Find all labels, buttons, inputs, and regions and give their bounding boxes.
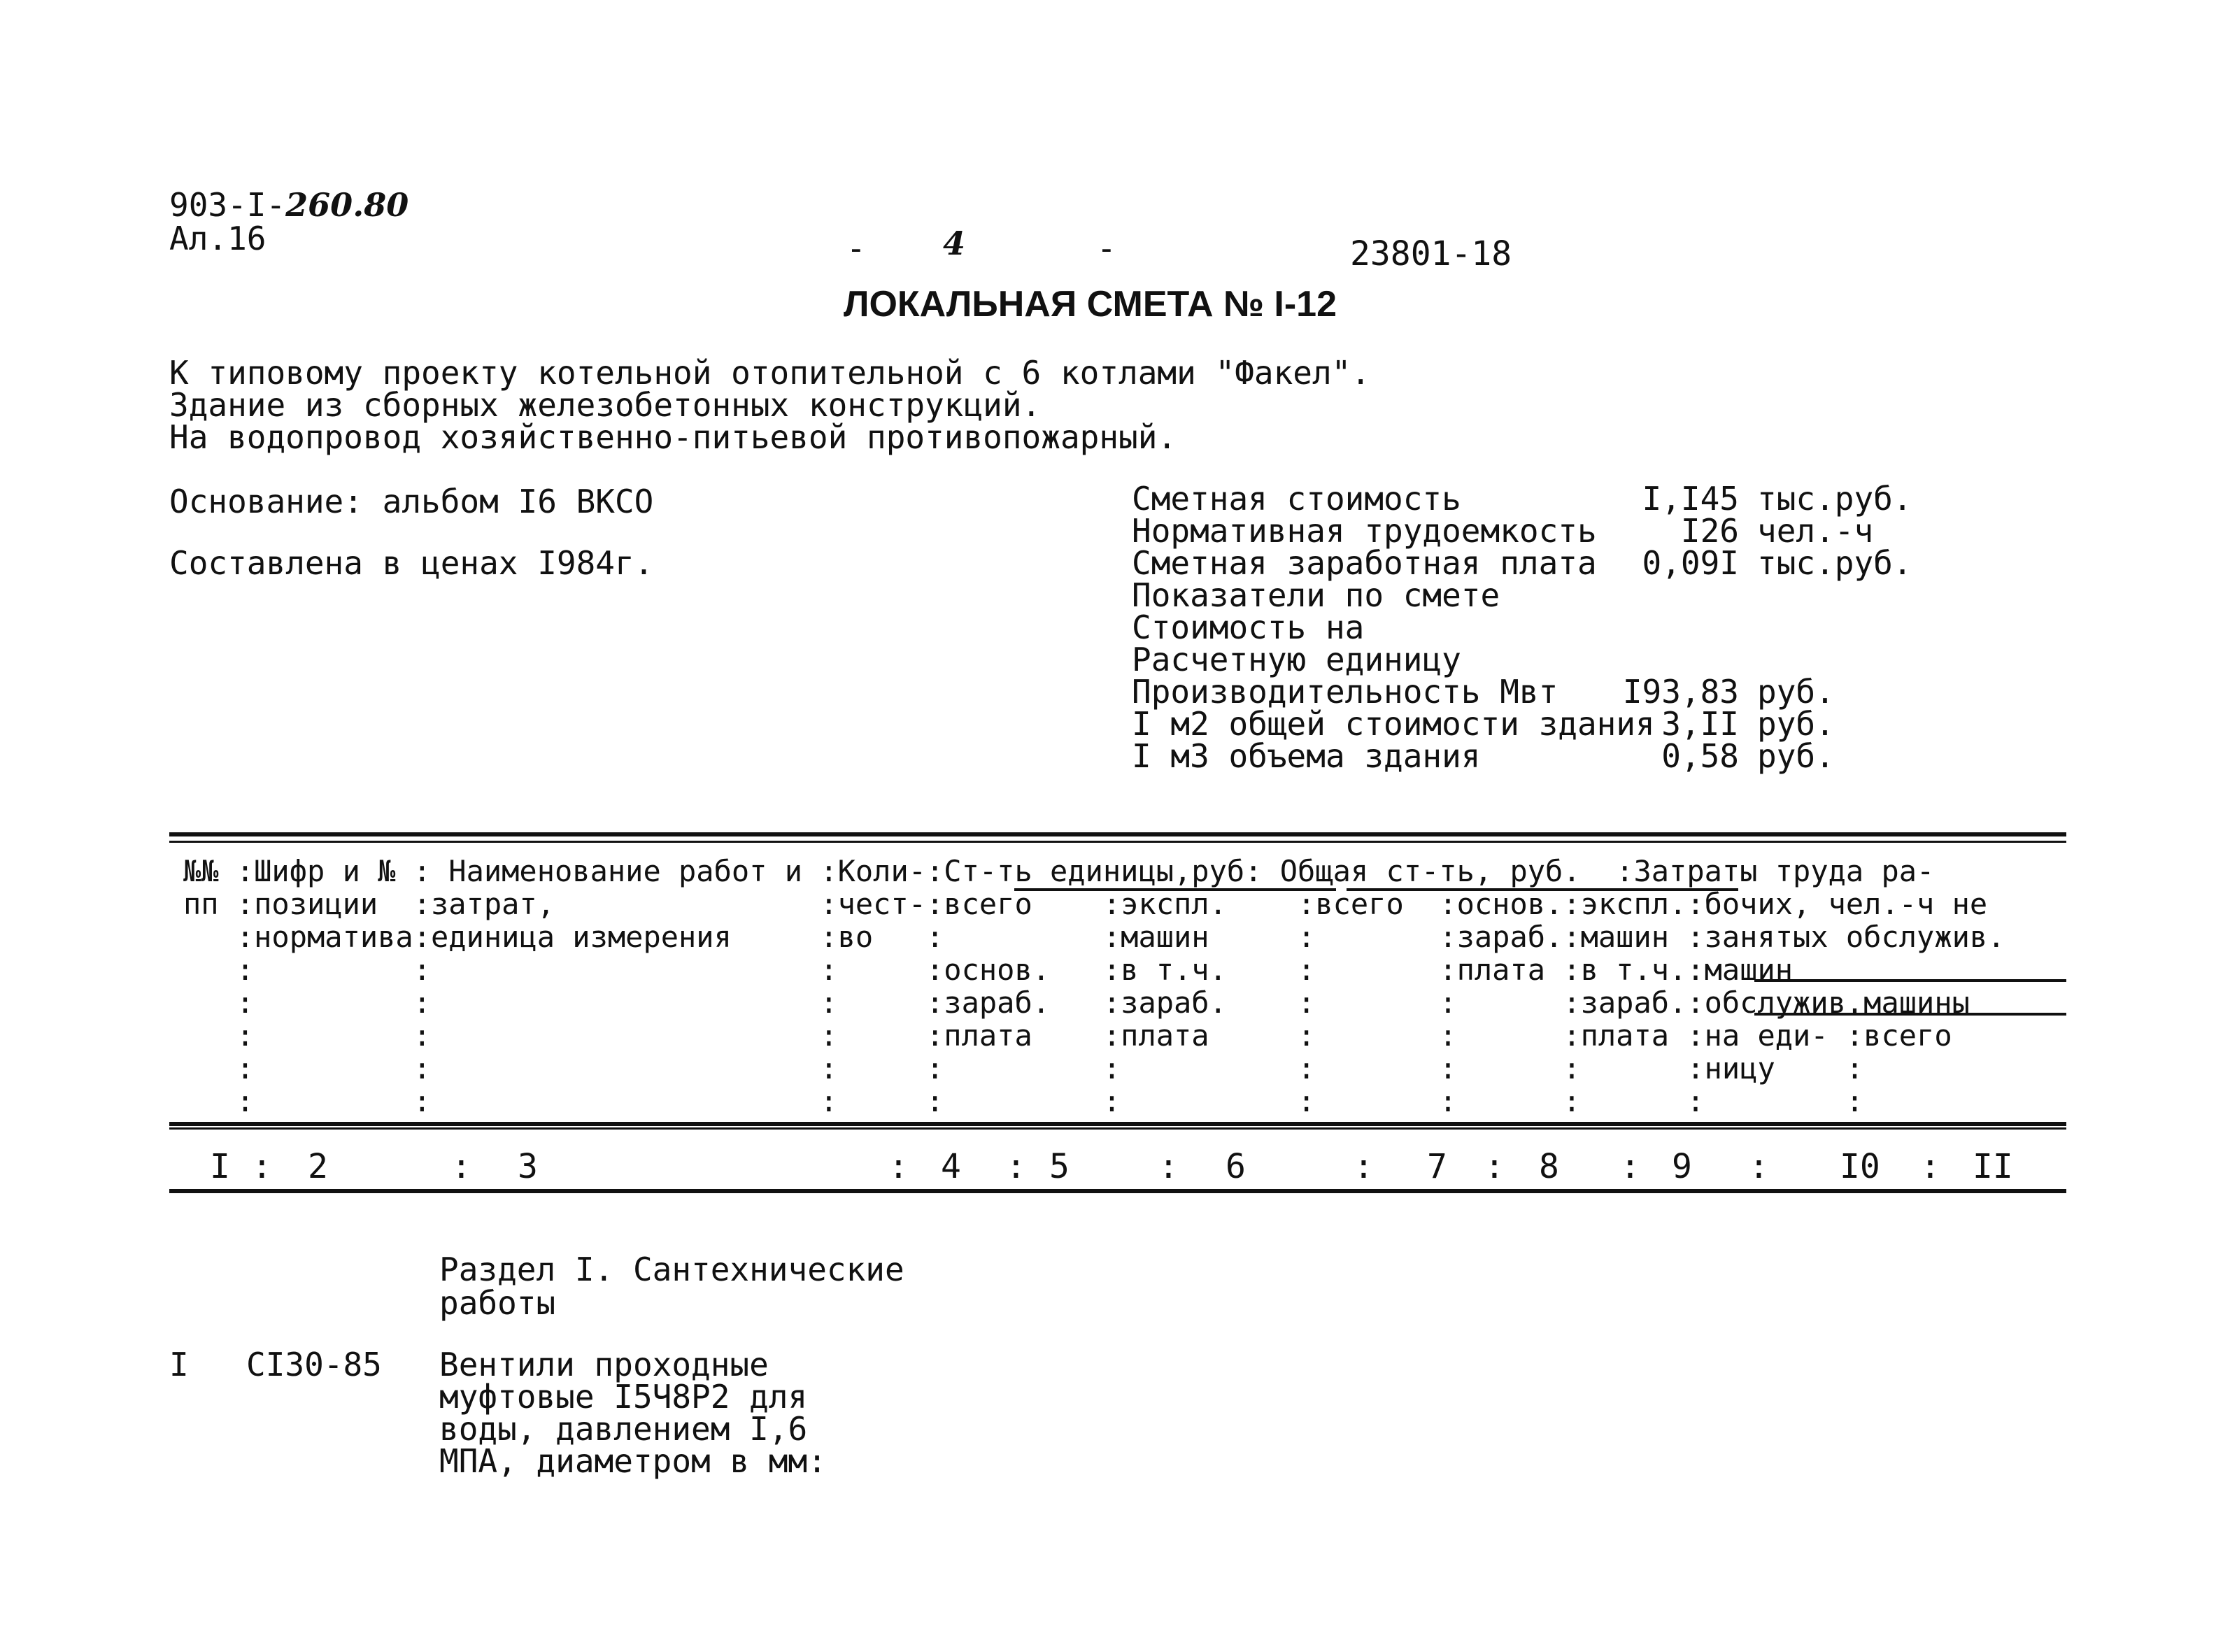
summary-value: I,I45 <box>1642 480 1739 518</box>
table-header-line: : : : :зараб. :зараб. : : :зараб.:обслужив.машины <box>183 985 1970 1020</box>
document-code-handwritten: 260.80 <box>285 186 409 224</box>
basis-prices: Составлена в ценах I984г. <box>169 544 654 582</box>
table-header-line: :норматива:единица измерения :во : :машин : :зараб.:машин :занятых обслужив. <box>183 920 2005 954</box>
summary-label: I м2 общей стоимости здания <box>1132 705 1655 743</box>
column-number: 6 <box>1226 1147 1246 1186</box>
summary-label: Стоимость на <box>1132 608 1365 646</box>
summary-unit: тыс.руб. <box>1757 544 1912 582</box>
summary-label: Сметная заработная плата <box>1132 544 1597 582</box>
column-numbers-bottom-rule <box>169 1189 2066 1193</box>
page-number: 4 <box>943 225 966 262</box>
section-title-line-1: Раздел I. Сантехнические <box>439 1251 904 1288</box>
description-line-2: Здание из сборных железобетонных конструкций. <box>169 386 1042 424</box>
item-code: СI30-85 <box>246 1346 382 1383</box>
column-number: 5 <box>1049 1147 1070 1186</box>
summary-value: I26 <box>1680 512 1739 550</box>
document-code <box>169 186 409 224</box>
table-header-bottom-rule <box>169 1122 2066 1126</box>
summary-unit: тыс.руб. <box>1757 480 1912 518</box>
column-separator: : <box>1158 1147 1179 1186</box>
column-number: 8 <box>1539 1147 1559 1186</box>
summary-value: 0,09I <box>1642 544 1739 582</box>
table-header-line: пп :позиции :затрат, :чест-:всего :экспл. :всего :основ.:экспл.:бочих, чел.-ч не <box>183 887 1988 921</box>
column-separator: : <box>252 1147 272 1186</box>
column-number: II <box>1973 1147 2013 1186</box>
column-number: 7 <box>1427 1147 1447 1186</box>
document-code-prefix: 903-I- <box>169 186 286 224</box>
summary-label: Показатели по смете <box>1132 576 1500 614</box>
summary-label: Производительность Мвт <box>1132 673 1558 711</box>
column-separator: : <box>1920 1147 1940 1186</box>
doc-number: 23801-18 <box>1350 234 1512 273</box>
album-label: Ал.16 <box>169 220 267 257</box>
item-description-line-2: муфтовые I5Ч8Р2 для <box>439 1378 808 1416</box>
summary-label: Сметная стоимость <box>1132 480 1461 518</box>
table-header-bottom-rule-thin <box>169 1127 2066 1130</box>
column-separator: : <box>888 1147 909 1186</box>
item-number: I <box>169 1346 189 1383</box>
column-separator: : <box>1354 1147 1374 1186</box>
section-title-line-2: работы <box>439 1284 556 1322</box>
table-header-line: : : : :основ. :в т.ч. : :плата :в т.ч.:машин <box>183 953 1794 987</box>
summary-value: 0,58 <box>1661 737 1739 775</box>
page-dash-right: - <box>1097 229 1116 267</box>
column-separator: : <box>1749 1147 1769 1186</box>
summary-unit: чел.-ч <box>1757 512 1874 550</box>
column-number: 4 <box>941 1147 961 1186</box>
table-header-line: : : : : : : : : : : <box>183 1084 1864 1118</box>
summary-unit: руб. <box>1757 705 1835 743</box>
column-separator: : <box>451 1147 471 1186</box>
summary-label: Нормативная трудоемкость <box>1132 512 1597 550</box>
column-number: 3 <box>518 1147 538 1186</box>
table-header-line: : : : :плата :плата : : :плата :на еди- :всего <box>183 1018 1952 1053</box>
summary-value: I93,83 <box>1622 673 1739 711</box>
column-number: 9 <box>1672 1147 1692 1186</box>
column-separator: : <box>1620 1147 1640 1186</box>
table-top-rule-thin <box>169 841 2066 843</box>
column-number: 2 <box>308 1147 328 1186</box>
column-separator: : <box>1006 1147 1026 1186</box>
table-header-line: : : : : : : : : :ницу : <box>183 1051 1864 1085</box>
summary-label: I м3 объема здания <box>1132 737 1481 775</box>
table-top-rule <box>169 832 2066 836</box>
item-description-line-4: МПА, диаметром в мм: <box>439 1442 827 1480</box>
item-description-line-3: воды, давлением I,6 <box>439 1410 808 1448</box>
summary-unit: руб. <box>1757 673 1835 711</box>
summary-unit: руб. <box>1757 737 1835 775</box>
description-line-1: К типовому проекту котельной отопительной с 6 котлами "Факел". <box>169 354 1371 392</box>
description-line-3: На водопровод хозяйственно-питьевой противопожарный. <box>169 418 1177 456</box>
page-dash-left: - <box>846 229 866 267</box>
page-title: ЛОКАЛЬНАЯ СМЕТА № I-12 <box>844 284 1337 325</box>
table-header-line: №№ :Шифр и № : Наименование работ и :Коли-:Ст-ть единицы,руб: Общая ст-ть, руб. :Затраты труда ра- <box>183 854 1935 888</box>
column-separator: : <box>1484 1147 1505 1186</box>
item-description-line-1: Вентили проходные <box>439 1346 769 1383</box>
summary-value: 3,II <box>1661 705 1739 743</box>
column-number: I <box>210 1147 230 1186</box>
basis-foundation: Основание: альбом I6 ВКСО <box>169 483 654 520</box>
labor-subheader-line <box>1754 979 2066 982</box>
column-number: I0 <box>1840 1147 1880 1186</box>
summary-label: Расчетную единицу <box>1132 641 1461 678</box>
